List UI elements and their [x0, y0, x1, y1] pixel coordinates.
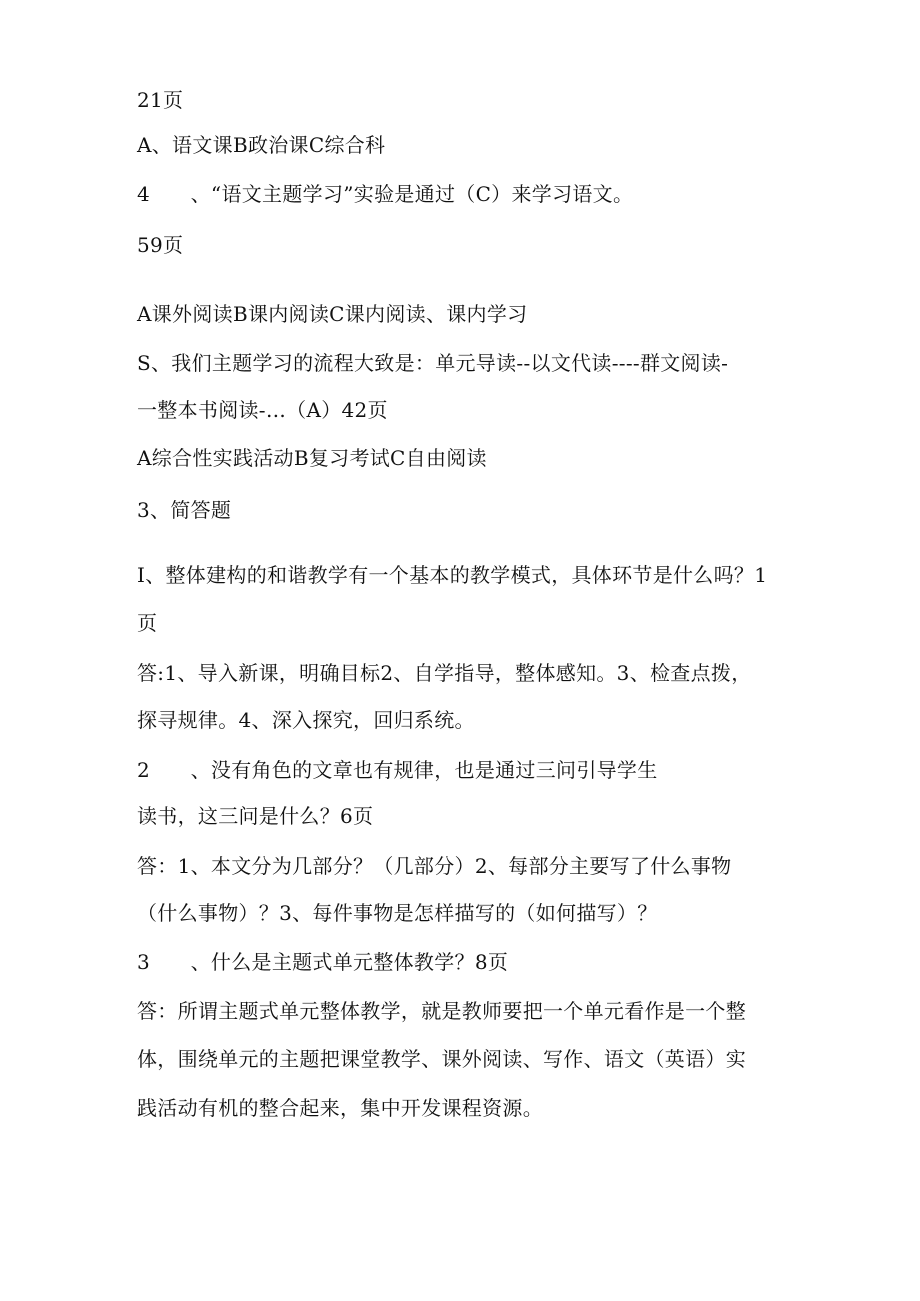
short-answer-question-2-continuation: 读书，这三问是什么？6页 [137, 804, 374, 828]
short-answer-question-3: 3 、什么是主题式单元整体教学？8页 [137, 950, 509, 974]
answer-options-line: A综合性实践活动B复习考试C自由阅读 [137, 446, 487, 470]
answer-3-line: 答：所谓主题式单元整体教学，就是教师要把一个单元看作是一个整 [137, 999, 746, 1023]
page-ref-line: 21页 [137, 88, 184, 112]
short-answer-question-1: I、整体建构的和谐教学有一个基本的教学模式，具体环节是什么吗？1 [137, 563, 768, 587]
answer-options-line: A课外阅读B课内阅读C课内阅读、课内学习 [137, 302, 528, 326]
question-4-line: 4 、“语文主题学习”实验是通过（C）来学习语文。 [137, 182, 634, 206]
answer-3-final-line: 践活动有机的整合起来，集中开发课程资源。 [137, 1096, 543, 1120]
answer-1-continuation-line: 探寻规律。4、深入探究，回归系统。 [137, 708, 475, 732]
answer-options-line: A、语文课B政治课C综合科 [137, 133, 386, 157]
section-heading: 3、简答题 [137, 498, 232, 522]
answer-2-line: 答：1、本文分为几部分？（几部分）2、每部分主要写了什么事物 [137, 854, 732, 878]
question-5-continuation-line: 一整本书阅读-…（A）42页 [137, 398, 388, 422]
answer-3-continuation-line: 体，围绕单元的主题把课堂教学、课外阅读、写作、语文（英语）实 [137, 1047, 746, 1071]
question-5-line: S、我们主题学习的流程大致是：单元导读--以文代读----群文阅读- [137, 351, 729, 375]
short-answer-question-1-continuation: 页 [137, 611, 158, 635]
answer-1-line: 答:1、导入新课，明确目标2、自学指导，整体感知。3、检查点拨， [137, 661, 752, 685]
short-answer-question-2: 2 、没有角色的文章也有规律，也是通过三问引导学生 [137, 758, 658, 782]
page-ref-line: 59页 [137, 233, 184, 257]
answer-2-continuation-line: （什么事物）？3、每件事物是怎样描写的（如何描写）？ [137, 901, 658, 925]
